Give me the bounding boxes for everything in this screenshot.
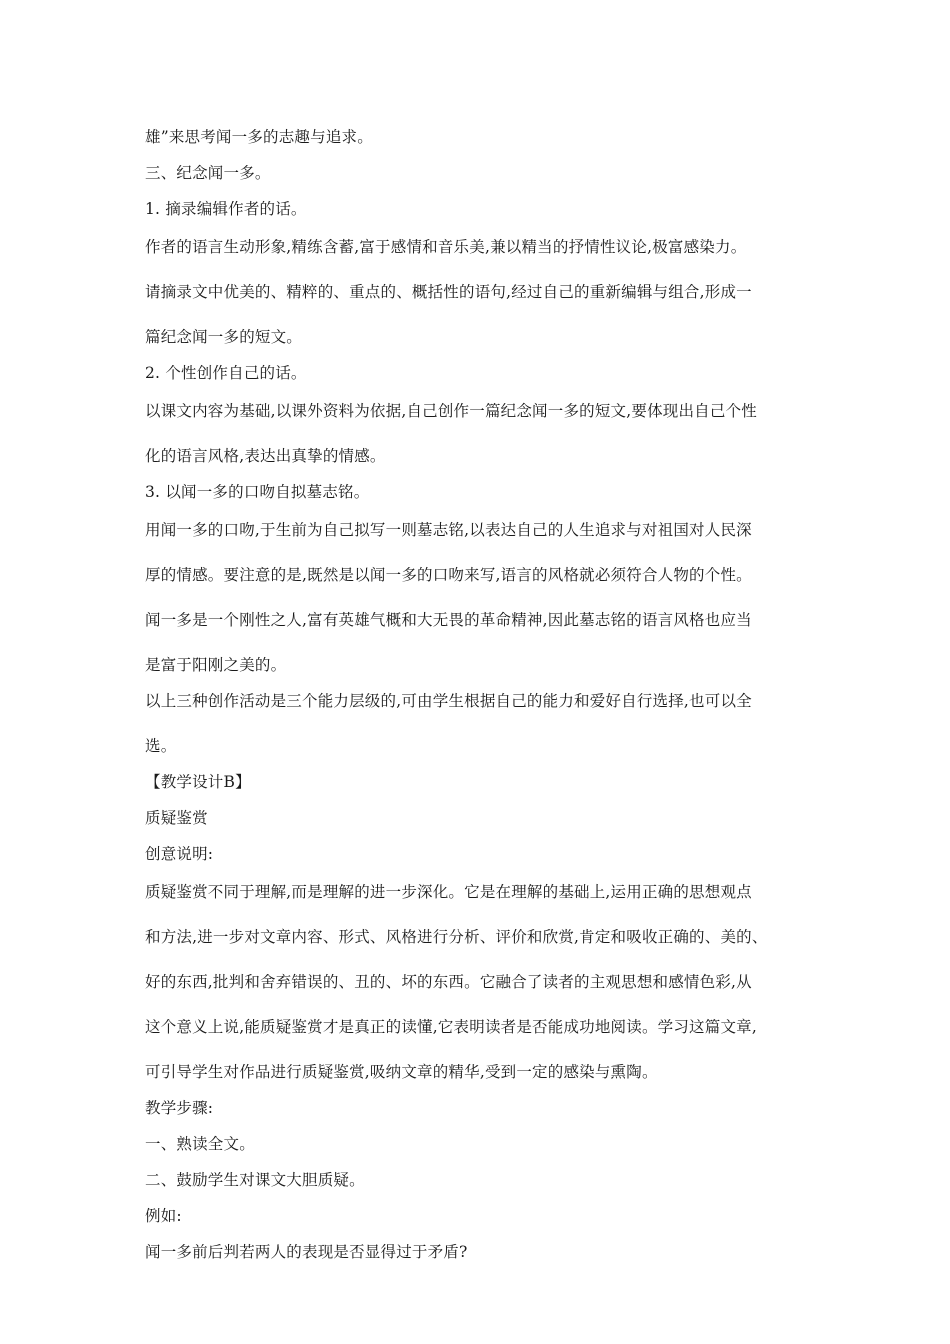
text-line: 闻一多是一个刚性之人,富有英雄气概和大无畏的革命精神,因此墓志铭的语言风格也应当 [145,611,752,629]
text-line: 是富于阳刚之美的。 [145,656,287,674]
text-line: 可引导学生对作品进行质疑鉴赏,吸纳文章的精华,受到一定的感染与熏陶。 [145,1063,658,1081]
text-line: 雄”来思考闻一多的志趣与追求。 [145,128,373,146]
text-line: 作者的语言生动形象,精练含蓄,富于感情和音乐美,兼以精当的抒情性议论,极富感染力。 [145,238,747,256]
text-line: 质疑鉴赏不同于理解,而是理解的进一步深化。它是在理解的基础上,运用正确的思想观点 [145,883,752,901]
subheading: 创意说明: [145,845,214,863]
subheading: 3. 以闻一多的口吻自拟墓志铭。 [145,483,370,501]
section-heading: 【教学设计B】 [145,773,251,791]
text-line: 例如: [145,1207,182,1225]
text-line: 选。 [145,737,177,755]
text-line: 好的东西,批判和舍弃错误的、丑的、坏的东西。它融合了读者的主观思想和感情色彩,从 [145,973,752,991]
subheading: 1. 摘录编辑作者的话。 [145,200,307,218]
text-line: 以上三种创作活动是三个能力层级的,可由学生根据自己的能力和爱好自行选择,也可以全 [145,692,752,710]
text-line: 请摘录文中优美的、精粹的、重点的、概括性的语句,经过自己的重新编辑与组合,形成一 [145,283,752,301]
text-line: 以课文内容为基础,以课外资料为依据,自己创作一篇纪念闻一多的短文,要体现出自己个性 [145,402,757,420]
text-line: 二、鼓励学生对课文大胆质疑。 [145,1171,365,1189]
text-line: 闻一多前后判若两人的表现是否显得过于矛盾? [145,1243,468,1261]
text-line: 篇纪念闻一多的短文。 [145,328,303,346]
subheading: 2. 个性创作自己的话。 [145,364,307,382]
text-line: 厚的情感。要注意的是,既然是以闻一多的口吻来写,语言的风格就必须符合人物的个性。 [145,566,752,584]
text-line: 和方法,进一步对文章内容、形式、风格进行分析、评价和欣赏,肯定和吸收正确的、美的、 [145,928,768,946]
text-line: 一、熟读全文。 [145,1135,255,1153]
text-line: 化的语言风格,表达出真挚的情感。 [145,447,386,465]
text-line: 这个意义上说,能质疑鉴赏才是真正的读懂,它表明读者是否能成功地阅读。学习这篇文章, [145,1018,757,1036]
text-line: 用闻一多的口吻,于生前为自己拟写一则墓志铭,以表达自己的人生追求与对祖国对人民深 [145,521,752,539]
subheading: 教学步骤: [145,1099,214,1117]
section-heading: 三、纪念闻一多。 [145,164,271,182]
subheading: 质疑鉴赏 [145,809,208,827]
